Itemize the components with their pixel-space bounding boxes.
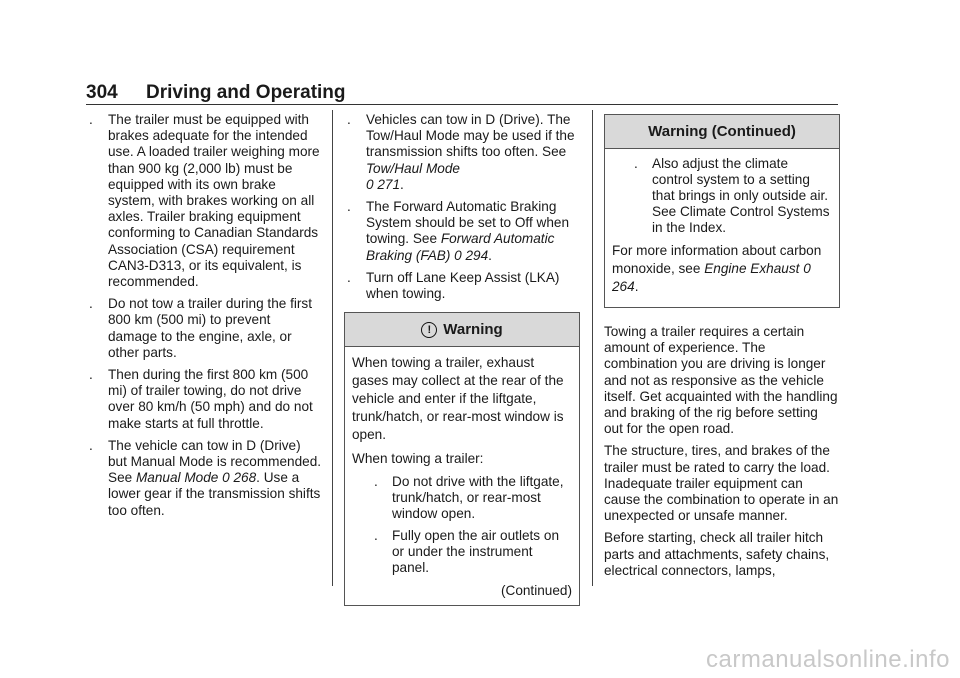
column-divider xyxy=(592,110,593,586)
warning-box-continued xyxy=(604,114,840,308)
page-reference[interactable]: 0 271 xyxy=(366,176,401,192)
warning-header: Warning (Continued) xyxy=(605,115,839,149)
warning-body xyxy=(605,149,839,307)
tow-haul-mode-link[interactable]: Tow/Haul Mode xyxy=(366,160,460,176)
manual-mode-link[interactable]: Manual Mode xyxy=(135,470,219,486)
list-item: . The vehicle can tow in D (Drive) but Manual Mode is recommended. See Manual Mode 0 268. Use a lower gear if the transmission shifts too often. xyxy=(89,437,322,518)
body-paragraph: Before starting, check all trailer hitch parts and attachments, safety chains, electrical connectors, lamps, xyxy=(604,530,830,578)
warning-bullet: . Do not drive with the liftgate, trunk/hatch, or rear-most window open. xyxy=(374,474,564,522)
warning-body xyxy=(345,347,579,605)
page-number: 304 xyxy=(86,82,118,103)
page-reference[interactable]: 0 268 xyxy=(222,470,257,486)
column-right xyxy=(604,112,840,585)
engine-exhaust-link[interactable]: Engine Exhaust xyxy=(704,261,800,276)
forward-automatic-braking-link[interactable]: Forward Automatic Braking (FAB) xyxy=(366,231,555,263)
list-item: . Turn off Lane Keep Assist (LKA) when towing. xyxy=(347,269,560,302)
warning-paragraph: When towing a trailer: xyxy=(352,451,484,467)
body-paragraph: Towing a trailer requires a certain amount of experience. The combination you are driving is longer and not as responsive as the vehicle itself. Get acquainted with the handling and braking of the rig before setting out for the open road. xyxy=(604,324,838,437)
list-item: . Do not tow a trailer during the first 800 km (500 mi) to prevent damage to the engine, axle, or other parts. xyxy=(89,296,312,360)
section-title: Driving and Operating xyxy=(146,82,346,103)
column-middle xyxy=(344,112,580,606)
page-reference[interactable]: 0 294 xyxy=(454,247,489,263)
column-divider xyxy=(332,110,333,586)
warning-header: ! Warning xyxy=(345,313,579,347)
warning-paragraph: For more information about carbon monoxide, see Engine Exhaust 0 264. xyxy=(612,243,822,294)
warning-bullet: . Fully open the air outlets on or under the instrument panel. xyxy=(374,528,560,576)
warning-icon: ! xyxy=(421,322,437,338)
warning-bullet: . Also adjust the climate control system to a setting that brings in only outside air. See Climate Control Systems in the Index. xyxy=(634,156,830,235)
list-item: . Vehicles can tow in D (Drive). The Tow/Haul Mode may be used if the transmission shifts too often. See Tow/Haul Mode 0 271. xyxy=(347,112,575,192)
warning-box xyxy=(344,312,580,606)
page-reference[interactable]: 0 264 xyxy=(612,261,811,294)
list-item: . The trailer must be equipped with brakes adequate for the intended use. A loaded trailer weighing more than 900 kg (2,000 lb) must be equipped with its own brake system, with brakes working on all axles. Trailer braking equipment conforming to Canadian Standards Association (CSA) requirement CAN3-D313, or its equivalent, is recommended. xyxy=(89,112,320,290)
watermark: carmanualsonline.info xyxy=(706,646,950,673)
column-left xyxy=(86,112,322,525)
continued-label: (Continued) xyxy=(500,583,572,599)
body-paragraph: The structure, tires, and brakes of the trailer must be rated to carry the load. Inadequate trailer equipment can cause the combination to operate in an unexpected or unsafe manner. xyxy=(604,443,839,524)
list-item: . Then during the first 800 km (500 mi) of trailer towing, do not drive over 80 km/h (50 mph) and do not make starts at full throttle. xyxy=(89,367,313,431)
list-item: . The Forward Automatic Braking System should be set to Off when towing. See Forward Automatic Braking (FAB) 0 294. xyxy=(347,199,570,263)
page-header xyxy=(86,82,838,105)
warning-paragraph: When towing a trailer, exhaust gases may collect at the rear of the vehicle and enter if the liftgate, trunk/hatch, or rear-most window is open. xyxy=(352,355,564,443)
